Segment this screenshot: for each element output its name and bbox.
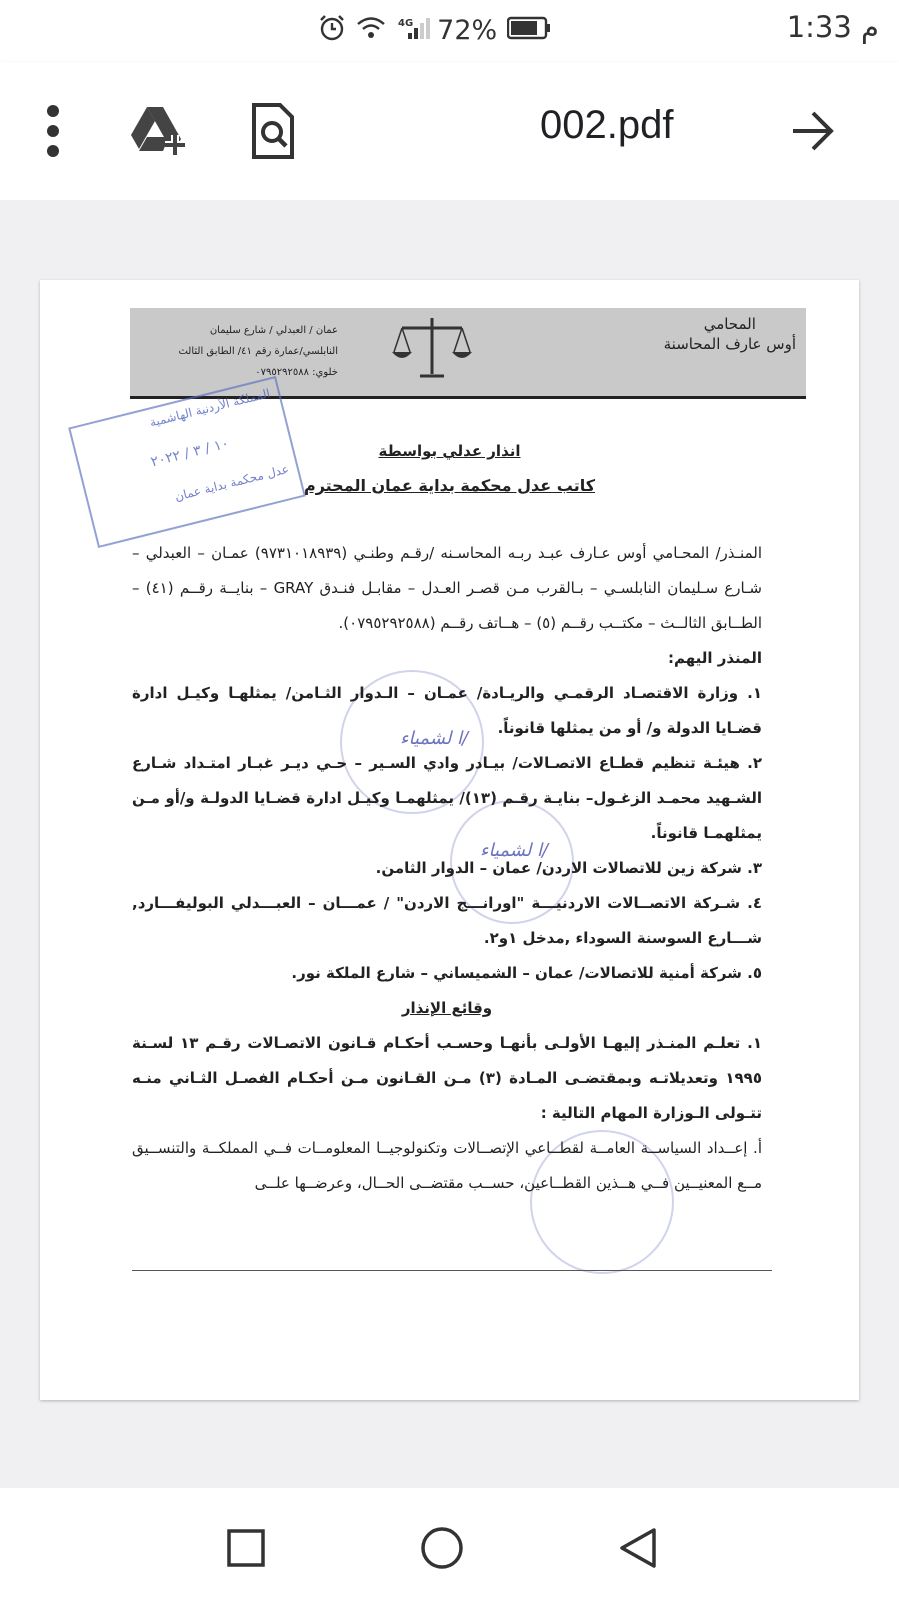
- letterhead-address: [138, 320, 338, 383]
- page-footer-rule: [132, 1270, 772, 1271]
- recipient-item: ٢. هيئـة تنظيم قطـاع الاتصـالات/ بيـادر وادي السـير – حـي ديـر غبـار امتـداد شـارع الشـهيد محمـد الزغـول– بنايـة رقـم (١٣)/ يمثلهمـا وكيـل ادارة قضـايا الدولـة و/أو مـن يمثلهمـا قانوناً.: [132, 754, 762, 842]
- home-button[interactable]: [412, 1518, 472, 1578]
- document-subtitle: كاتب عدل محكمة بداية عمان المحترم: [303, 476, 596, 495]
- more-options-button[interactable]: [18, 96, 88, 166]
- facts-paragraph: ١. تعلـم المنـذر إليهـا الأولـى بأنهـا وحسـب أحكـام قـانون الاتصـالات رقـم ١٣ لسـنة ١٩٩٥ وتعديلاتـه وبمقتضـى المـادة (٣) مـن القـانون مـن أحكـام الفصـل الثـاني منـه تتـولى الـوزارة المهام التالية :: [132, 1034, 762, 1122]
- find-in-page-icon: [250, 102, 296, 160]
- recents-square-icon: [226, 1528, 266, 1568]
- document-body: [132, 536, 762, 1201]
- stamp-line-1: المملكة الأردنية الهاشمية: [148, 386, 272, 430]
- find-in-page-button[interactable]: [238, 96, 308, 166]
- recipient-item: ١. وزارة الاقتصـاد الرقمـي والريـادة/ عمـان – الـدوار الثـامن/ يمثلهـا وكيـل ادارة قضـايا الدولة و/ أو من يمثلها قانوناً.: [132, 684, 762, 737]
- pdf-toolbar: [0, 62, 899, 200]
- court-stamp: [68, 376, 306, 548]
- address-line-2: النابلسي/عمارة رقم ٤١/ الطابق الثالث: [178, 346, 338, 357]
- home-circle-icon: [419, 1525, 465, 1571]
- lawyer-title: المحامي: [703, 315, 756, 333]
- letterhead: [130, 308, 806, 399]
- open-with-button[interactable]: [778, 96, 848, 166]
- recents-button[interactable]: [216, 1518, 276, 1578]
- battery-icon: [507, 16, 551, 44]
- navigation-bar: [0, 1488, 899, 1599]
- recipient-item: ٥. شركة أمنية للاتصالات/ عمان – الشميساني – شارع الملكة نور.: [291, 964, 762, 982]
- forward-arrow-icon: [791, 111, 835, 151]
- document-title: انذار عدلي بواسطة: [378, 442, 521, 460]
- add-to-drive-button[interactable]: [124, 96, 194, 166]
- recipient-item: ٣. شركة زين للاتصالات الاردن/ عمان – الدوار الثامن.: [375, 859, 762, 877]
- stamp-date: ١٠ / ٣ / ٢٠٢٢: [149, 435, 231, 471]
- back-button[interactable]: [608, 1518, 668, 1578]
- clock: [787, 10, 879, 44]
- back-triangle-icon: [618, 1526, 658, 1570]
- status-bar: [0, 0, 899, 62]
- sender-paragraph: المنـذر/ المحـامي أوس عـارف عبـد ربـه المحاسـنه /رقـم وطنـي (٩٧٣١٠١٨٩٣٩) عمـان – العبدلي – شـارع سـليمان النابلسـي – بـالقرب مـن قصـر العـدل – مقابـل فنـدق GRAY – بنايــة رقــم (٤١) – الطــابق الثالــث – مكتــب رقــم (٥) – هــاتف رقــم (٠٧٩٥٢٩٢٥٨٨).: [132, 544, 762, 632]
- signature: /ا لشمياء: [400, 728, 469, 749]
- file-name: 002.pdf: [540, 103, 674, 147]
- alarm-icon: [318, 14, 346, 46]
- address-line-3: خلوي: ٠٧٩٥٢٩٢٥٨٨: [255, 367, 338, 378]
- facts-heading: وقائع الإنذار: [401, 999, 493, 1017]
- letterhead-name: [664, 314, 796, 354]
- pdf-page[interactable]: [40, 280, 859, 1400]
- status-time: 1:33 م: [786, 10, 879, 44]
- facts-item-a: أ. إعــداد السياســة العامــة لقطــاعي الإتصــالات وتكنولوجيــا المعلومــات فــي المملكــة والتنســيق مــع المعنيــين فــي هــذين القطــاعين، حســب مقتضــى الحــال، وعرضــها علــى: [132, 1139, 762, 1192]
- address-line-1: عمان / العبدلي / شارع سليمان: [209, 325, 338, 336]
- drive-add-icon: [129, 105, 189, 157]
- lawyer-name: أوس عارف المحاسنة: [663, 335, 796, 353]
- status-icons: [318, 14, 551, 46]
- network-type: 4G: [398, 17, 414, 29]
- battery-percent: 72%: [437, 14, 498, 46]
- scales-of-justice-icon: [392, 314, 472, 384]
- pdf-viewer[interactable]: [0, 200, 899, 1488]
- wifi-icon: [356, 15, 386, 45]
- recipient-item: ٤. شـركة الاتصــالات الاردنيـــة "اورانـــج الاردن" / عمـــان – العبـــدلي البوليفـــارد, شـــارع السوسنة السوداء ,مدخل ١و٢.: [132, 894, 762, 947]
- stamp-line-2: عدل محكمة بداية عمان: [173, 461, 291, 504]
- recipients-heading: المنذر اليهم:: [667, 649, 762, 667]
- signature: /ا لشمياء: [480, 840, 549, 861]
- more-vert-icon: [43, 103, 63, 159]
